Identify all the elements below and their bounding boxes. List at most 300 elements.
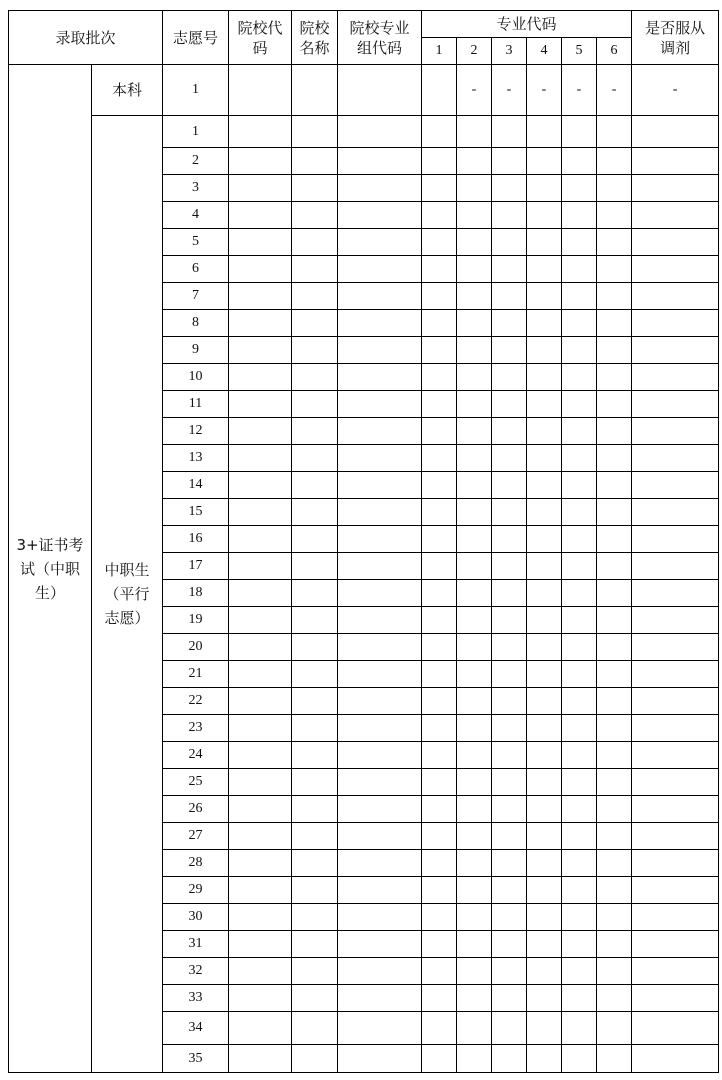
major-code-cell-6[interactable] xyxy=(597,985,632,1012)
adjust-cell[interactable] xyxy=(632,229,719,256)
major-code-cell-6[interactable] xyxy=(597,688,632,715)
major-code-cell-1[interactable] xyxy=(422,661,457,688)
major-code-cell-6[interactable] xyxy=(597,553,632,580)
major-code-cell-1[interactable] xyxy=(422,850,457,877)
major-code-cell-3[interactable] xyxy=(492,985,527,1012)
school-code-cell[interactable] xyxy=(229,256,292,283)
major-code-cell-6[interactable] xyxy=(597,823,632,850)
adjust-cell[interactable] xyxy=(632,499,719,526)
major-code-cell-3[interactable] xyxy=(492,418,527,445)
adjust-cell[interactable] xyxy=(632,823,719,850)
major-code-cell-6[interactable] xyxy=(597,148,632,175)
major-code-cell-1[interactable] xyxy=(422,116,457,148)
major-code-cell-2[interactable] xyxy=(457,202,492,229)
major-code-cell-4[interactable] xyxy=(527,742,562,769)
group-code-cell[interactable] xyxy=(338,337,422,364)
major-code-cell-2[interactable] xyxy=(457,116,492,148)
school-code-cell[interactable] xyxy=(229,796,292,823)
adjust-cell[interactable] xyxy=(632,607,719,634)
major-code-cell-3[interactable] xyxy=(492,823,527,850)
major-code-cell-1[interactable] xyxy=(422,715,457,742)
school-name-cell[interactable] xyxy=(292,580,338,607)
adjust-cell[interactable] xyxy=(632,553,719,580)
adjust-cell[interactable] xyxy=(632,337,719,364)
major-code-cell-1[interactable] xyxy=(422,877,457,904)
adjust-cell[interactable] xyxy=(632,769,719,796)
major-code-cell-6[interactable] xyxy=(597,715,632,742)
major-code-cell-5[interactable] xyxy=(562,418,597,445)
school-code-cell[interactable] xyxy=(229,499,292,526)
school-name-cell[interactable] xyxy=(292,904,338,931)
major-code-cell-5[interactable] xyxy=(562,796,597,823)
major-code-cell-3[interactable] xyxy=(492,904,527,931)
major-code-cell-4[interactable] xyxy=(527,499,562,526)
group-code-cell[interactable] xyxy=(338,310,422,337)
major-code-cell-3[interactable] xyxy=(492,175,527,202)
group-code-cell[interactable] xyxy=(338,418,422,445)
major-code-cell-3[interactable] xyxy=(492,742,527,769)
major-code-cell-5[interactable] xyxy=(562,445,597,472)
major-code-cell-4[interactable] xyxy=(527,391,562,418)
school-name-cell[interactable] xyxy=(292,958,338,985)
school-code-cell[interactable] xyxy=(229,958,292,985)
group-code-cell[interactable] xyxy=(338,229,422,256)
group-code-cell[interactable] xyxy=(338,904,422,931)
group-code-cell[interactable] xyxy=(338,526,422,553)
adjust-cell[interactable] xyxy=(632,283,719,310)
school-name-cell[interactable] xyxy=(292,715,338,742)
adjust-cell[interactable] xyxy=(632,202,719,229)
major-code-cell-6[interactable] xyxy=(597,202,632,229)
major-code-cell-4[interactable] xyxy=(527,688,562,715)
major-code-cell-1[interactable] xyxy=(422,202,457,229)
group-code-cell[interactable] xyxy=(338,580,422,607)
group-code-cell[interactable] xyxy=(338,445,422,472)
major-code-cell-4[interactable] xyxy=(527,1045,562,1073)
major-code-cell-2[interactable] xyxy=(457,418,492,445)
school-name-cell[interactable] xyxy=(292,661,338,688)
school-code-cell[interactable] xyxy=(229,931,292,958)
school-name-cell[interactable] xyxy=(292,337,338,364)
school-code-cell[interactable] xyxy=(229,877,292,904)
major-code-cell-4[interactable] xyxy=(527,418,562,445)
major-code-cell-4[interactable] xyxy=(527,175,562,202)
school-code-cell[interactable] xyxy=(229,418,292,445)
major-code-cell-1[interactable] xyxy=(422,418,457,445)
major-code-cell-1[interactable] xyxy=(422,391,457,418)
school-code-cell[interactable] xyxy=(229,283,292,310)
major-code-cell-2[interactable] xyxy=(457,634,492,661)
major-code-cell-6[interactable] xyxy=(597,634,632,661)
major-code-cell-4[interactable] xyxy=(527,364,562,391)
major-code-cell-1[interactable] xyxy=(422,65,457,116)
school-name-cell[interactable] xyxy=(292,364,338,391)
group-code-cell[interactable] xyxy=(338,364,422,391)
major-code-cell-5[interactable] xyxy=(562,877,597,904)
major-code-cell-1[interactable] xyxy=(422,742,457,769)
major-code-cell-4[interactable] xyxy=(527,634,562,661)
major-code-cell-6[interactable] xyxy=(597,850,632,877)
major-code-cell-3[interactable] xyxy=(492,472,527,499)
school-code-cell[interactable] xyxy=(229,985,292,1012)
major-code-cell-1[interactable] xyxy=(422,256,457,283)
major-code-cell-1[interactable] xyxy=(422,1045,457,1073)
adjust-cell[interactable] xyxy=(632,256,719,283)
major-code-cell-6[interactable] xyxy=(597,526,632,553)
major-code-cell-2[interactable] xyxy=(457,850,492,877)
adjust-cell[interactable] xyxy=(632,877,719,904)
major-code-cell-2[interactable] xyxy=(457,715,492,742)
adjust-cell[interactable] xyxy=(632,116,719,148)
major-code-cell-2[interactable] xyxy=(457,904,492,931)
major-code-cell-2[interactable] xyxy=(457,580,492,607)
major-code-cell-3[interactable] xyxy=(492,391,527,418)
major-code-cell-4[interactable] xyxy=(527,256,562,283)
major-code-cell-2[interactable] xyxy=(457,526,492,553)
major-code-cell-6[interactable] xyxy=(597,283,632,310)
school-name-cell[interactable] xyxy=(292,1045,338,1073)
group-code-cell[interactable] xyxy=(338,877,422,904)
school-code-cell[interactable] xyxy=(229,148,292,175)
major-code-cell-5[interactable] xyxy=(562,202,597,229)
major-code-cell-6[interactable] xyxy=(597,607,632,634)
group-code-cell[interactable] xyxy=(338,553,422,580)
major-code-cell-1[interactable] xyxy=(422,796,457,823)
major-code-cell-3[interactable] xyxy=(492,634,527,661)
major-code-cell-2[interactable] xyxy=(457,337,492,364)
school-code-cell[interactable] xyxy=(229,337,292,364)
major-code-cell-5[interactable] xyxy=(562,688,597,715)
major-code-cell-5[interactable] xyxy=(562,607,597,634)
group-code-cell[interactable] xyxy=(338,391,422,418)
major-code-cell-5[interactable] xyxy=(562,391,597,418)
school-code-cell[interactable] xyxy=(229,688,292,715)
school-name-cell[interactable] xyxy=(292,283,338,310)
major-code-cell-1[interactable] xyxy=(422,634,457,661)
school-code-cell[interactable] xyxy=(229,553,292,580)
major-code-cell-1[interactable] xyxy=(422,364,457,391)
major-code-cell-2[interactable] xyxy=(457,445,492,472)
major-code-cell-2[interactable] xyxy=(457,553,492,580)
major-code-cell-1[interactable] xyxy=(422,499,457,526)
group-code-cell[interactable] xyxy=(338,823,422,850)
adjust-cell[interactable] xyxy=(632,526,719,553)
major-code-cell-2[interactable] xyxy=(457,688,492,715)
major-code-cell-1[interactable] xyxy=(422,148,457,175)
major-code-cell-5[interactable] xyxy=(562,769,597,796)
group-code-cell[interactable] xyxy=(338,202,422,229)
major-code-cell-5[interactable] xyxy=(562,364,597,391)
major-code-cell-4[interactable] xyxy=(527,985,562,1012)
school-code-cell[interactable] xyxy=(229,742,292,769)
major-code-cell-5[interactable] xyxy=(562,904,597,931)
school-code-cell[interactable] xyxy=(229,364,292,391)
group-code-cell[interactable] xyxy=(338,607,422,634)
major-code-cell-4[interactable] xyxy=(527,337,562,364)
major-code-cell-6[interactable] xyxy=(597,904,632,931)
major-code-cell-1[interactable] xyxy=(422,1012,457,1045)
major-code-cell-5[interactable] xyxy=(562,553,597,580)
major-code-cell-1[interactable] xyxy=(422,337,457,364)
major-code-cell-1[interactable] xyxy=(422,553,457,580)
major-code-cell-4[interactable] xyxy=(527,148,562,175)
group-code-cell[interactable] xyxy=(338,769,422,796)
school-code-cell[interactable] xyxy=(229,229,292,256)
major-code-cell-5[interactable] xyxy=(562,634,597,661)
school-code-cell[interactable] xyxy=(229,526,292,553)
adjust-cell[interactable] xyxy=(632,850,719,877)
major-code-cell-3[interactable] xyxy=(492,1045,527,1073)
adjust-cell[interactable] xyxy=(632,796,719,823)
school-code-cell[interactable] xyxy=(229,823,292,850)
major-code-cell-2[interactable] xyxy=(457,607,492,634)
adjust-cell[interactable] xyxy=(632,418,719,445)
group-code-cell[interactable] xyxy=(338,256,422,283)
major-code-cell-3[interactable] xyxy=(492,877,527,904)
major-code-cell-6[interactable] xyxy=(597,499,632,526)
major-code-cell-5[interactable] xyxy=(562,823,597,850)
group-code-cell[interactable] xyxy=(338,1045,422,1073)
major-code-cell-1[interactable] xyxy=(422,526,457,553)
major-code-cell-5[interactable] xyxy=(562,526,597,553)
major-code-cell-5[interactable] xyxy=(562,175,597,202)
group-code-cell[interactable] xyxy=(338,148,422,175)
adjust-cell[interactable] xyxy=(632,1012,719,1045)
school-name-cell[interactable] xyxy=(292,116,338,148)
major-code-cell-1[interactable] xyxy=(422,931,457,958)
major-code-cell-6[interactable] xyxy=(597,580,632,607)
major-code-cell-3[interactable] xyxy=(492,283,527,310)
adjust-cell[interactable] xyxy=(632,931,719,958)
major-code-cell-1[interactable] xyxy=(422,472,457,499)
adjust-cell[interactable] xyxy=(632,175,719,202)
school-name-cell[interactable] xyxy=(292,256,338,283)
adjust-cell[interactable] xyxy=(632,148,719,175)
major-code-cell-3[interactable] xyxy=(492,499,527,526)
major-code-cell-6[interactable] xyxy=(597,877,632,904)
group-code-cell[interactable] xyxy=(338,283,422,310)
school-name-cell[interactable] xyxy=(292,931,338,958)
major-code-cell-3[interactable] xyxy=(492,850,527,877)
school-code-cell[interactable] xyxy=(229,1045,292,1073)
school-name-cell[interactable] xyxy=(292,823,338,850)
major-code-cell-5[interactable] xyxy=(562,472,597,499)
major-code-cell-4[interactable] xyxy=(527,202,562,229)
school-code-cell[interactable] xyxy=(229,904,292,931)
major-code-cell-4[interactable] xyxy=(527,958,562,985)
major-code-cell-4[interactable] xyxy=(527,310,562,337)
adjust-cell[interactable] xyxy=(632,364,719,391)
major-code-cell-6[interactable] xyxy=(597,796,632,823)
major-code-cell-6[interactable] xyxy=(597,1012,632,1045)
major-code-cell-1[interactable] xyxy=(422,823,457,850)
major-code-cell-3[interactable] xyxy=(492,688,527,715)
school-code-cell[interactable] xyxy=(229,769,292,796)
major-code-cell-1[interactable] xyxy=(422,985,457,1012)
school-name-cell[interactable] xyxy=(292,985,338,1012)
major-code-cell-2[interactable] xyxy=(457,823,492,850)
major-code-cell-4[interactable] xyxy=(527,715,562,742)
school-name-cell[interactable] xyxy=(292,526,338,553)
school-code-cell[interactable] xyxy=(229,715,292,742)
school-name-cell[interactable] xyxy=(292,472,338,499)
major-code-cell-5[interactable] xyxy=(562,715,597,742)
major-code-cell-4[interactable] xyxy=(527,229,562,256)
major-code-cell-2[interactable] xyxy=(457,742,492,769)
major-code-cell-6[interactable] xyxy=(597,337,632,364)
school-code-cell[interactable] xyxy=(229,202,292,229)
school-name-cell[interactable] xyxy=(292,202,338,229)
group-code-cell[interactable] xyxy=(338,850,422,877)
major-code-cell-2[interactable] xyxy=(457,661,492,688)
major-code-cell-6[interactable] xyxy=(597,742,632,769)
group-code-cell[interactable] xyxy=(338,65,422,116)
school-name-cell[interactable] xyxy=(292,391,338,418)
adjust-cell[interactable] xyxy=(632,472,719,499)
major-code-cell-2[interactable] xyxy=(457,256,492,283)
major-code-cell-6[interactable] xyxy=(597,445,632,472)
major-code-cell-4[interactable] xyxy=(527,769,562,796)
group-code-cell[interactable] xyxy=(338,499,422,526)
school-name-cell[interactable] xyxy=(292,229,338,256)
group-code-cell[interactable] xyxy=(338,175,422,202)
adjust-cell[interactable] xyxy=(632,958,719,985)
major-code-cell-2[interactable] xyxy=(457,310,492,337)
major-code-cell-1[interactable] xyxy=(422,229,457,256)
school-name-cell[interactable] xyxy=(292,418,338,445)
major-code-cell-3[interactable] xyxy=(492,769,527,796)
major-code-cell-3[interactable] xyxy=(492,661,527,688)
major-code-cell-5[interactable] xyxy=(562,256,597,283)
major-code-cell-5[interactable] xyxy=(562,661,597,688)
major-code-cell-3[interactable] xyxy=(492,931,527,958)
major-code-cell-6[interactable] xyxy=(597,769,632,796)
group-code-cell[interactable] xyxy=(338,742,422,769)
major-code-cell-2[interactable] xyxy=(457,148,492,175)
major-code-cell-4[interactable] xyxy=(527,661,562,688)
major-code-cell-6[interactable] xyxy=(597,256,632,283)
major-code-cell-2[interactable] xyxy=(457,877,492,904)
group-code-cell[interactable] xyxy=(338,985,422,1012)
school-code-cell[interactable] xyxy=(229,310,292,337)
major-code-cell-5[interactable] xyxy=(562,1012,597,1045)
school-code-cell[interactable] xyxy=(229,661,292,688)
major-code-cell-3[interactable] xyxy=(492,796,527,823)
major-code-cell-3[interactable] xyxy=(492,364,527,391)
major-code-cell-4[interactable] xyxy=(527,526,562,553)
major-code-cell-3[interactable] xyxy=(492,202,527,229)
major-code-cell-6[interactable] xyxy=(597,472,632,499)
major-code-cell-3[interactable] xyxy=(492,526,527,553)
school-code-cell[interactable] xyxy=(229,472,292,499)
major-code-cell-6[interactable] xyxy=(597,391,632,418)
group-code-cell[interactable] xyxy=(338,634,422,661)
major-code-cell-6[interactable] xyxy=(597,1045,632,1073)
major-code-cell-1[interactable] xyxy=(422,958,457,985)
major-code-cell-4[interactable] xyxy=(527,607,562,634)
major-code-cell-3[interactable] xyxy=(492,445,527,472)
group-code-cell[interactable] xyxy=(338,715,422,742)
school-name-cell[interactable] xyxy=(292,553,338,580)
major-code-cell-2[interactable] xyxy=(457,229,492,256)
school-name-cell[interactable] xyxy=(292,877,338,904)
major-code-cell-2[interactable] xyxy=(457,472,492,499)
major-code-cell-1[interactable] xyxy=(422,607,457,634)
major-code-cell-3[interactable] xyxy=(492,958,527,985)
major-code-cell-5[interactable] xyxy=(562,337,597,364)
major-code-cell-3[interactable] xyxy=(492,607,527,634)
adjust-cell[interactable] xyxy=(632,661,719,688)
major-code-cell-3[interactable] xyxy=(492,337,527,364)
group-code-cell[interactable] xyxy=(338,796,422,823)
major-code-cell-2[interactable] xyxy=(457,796,492,823)
major-code-cell-4[interactable] xyxy=(527,877,562,904)
major-code-cell-1[interactable] xyxy=(422,580,457,607)
school-name-cell[interactable] xyxy=(292,65,338,116)
major-code-cell-2[interactable] xyxy=(457,1045,492,1073)
major-code-cell-6[interactable] xyxy=(597,229,632,256)
major-code-cell-3[interactable] xyxy=(492,229,527,256)
major-code-cell-1[interactable] xyxy=(422,445,457,472)
school-code-cell[interactable] xyxy=(229,607,292,634)
major-code-cell-4[interactable] xyxy=(527,904,562,931)
major-code-cell-5[interactable] xyxy=(562,985,597,1012)
major-code-cell-2[interactable] xyxy=(457,175,492,202)
group-code-cell[interactable] xyxy=(338,931,422,958)
major-code-cell-6[interactable] xyxy=(597,931,632,958)
group-code-cell[interactable] xyxy=(338,958,422,985)
major-code-cell-6[interactable] xyxy=(597,958,632,985)
school-name-cell[interactable] xyxy=(292,634,338,661)
major-code-cell-1[interactable] xyxy=(422,769,457,796)
school-name-cell[interactable] xyxy=(292,769,338,796)
major-code-cell-4[interactable] xyxy=(527,472,562,499)
major-code-cell-5[interactable] xyxy=(562,850,597,877)
adjust-cell[interactable] xyxy=(632,445,719,472)
major-code-cell-3[interactable] xyxy=(492,256,527,283)
major-code-cell-3[interactable] xyxy=(492,310,527,337)
major-code-cell-1[interactable] xyxy=(422,688,457,715)
major-code-cell-5[interactable] xyxy=(562,931,597,958)
major-code-cell-4[interactable] xyxy=(527,1012,562,1045)
school-name-cell[interactable] xyxy=(292,688,338,715)
school-code-cell[interactable] xyxy=(229,1012,292,1045)
major-code-cell-4[interactable] xyxy=(527,283,562,310)
major-code-cell-4[interactable] xyxy=(527,445,562,472)
school-code-cell[interactable] xyxy=(229,116,292,148)
group-code-cell[interactable] xyxy=(338,1012,422,1045)
major-code-cell-5[interactable] xyxy=(562,742,597,769)
major-code-cell-4[interactable] xyxy=(527,931,562,958)
major-code-cell-2[interactable] xyxy=(457,769,492,796)
school-name-cell[interactable] xyxy=(292,607,338,634)
major-code-cell-3[interactable] xyxy=(492,553,527,580)
major-code-cell-5[interactable] xyxy=(562,283,597,310)
school-name-cell[interactable] xyxy=(292,850,338,877)
adjust-cell[interactable] xyxy=(632,742,719,769)
major-code-cell-5[interactable] xyxy=(562,310,597,337)
major-code-cell-5[interactable] xyxy=(562,1045,597,1073)
school-name-cell[interactable] xyxy=(292,310,338,337)
major-code-cell-5[interactable] xyxy=(562,229,597,256)
adjust-cell[interactable] xyxy=(632,1045,719,1073)
adjust-cell[interactable] xyxy=(632,391,719,418)
major-code-cell-3[interactable] xyxy=(492,580,527,607)
major-code-cell-6[interactable] xyxy=(597,310,632,337)
school-name-cell[interactable] xyxy=(292,148,338,175)
major-code-cell-6[interactable] xyxy=(597,175,632,202)
school-code-cell[interactable] xyxy=(229,580,292,607)
